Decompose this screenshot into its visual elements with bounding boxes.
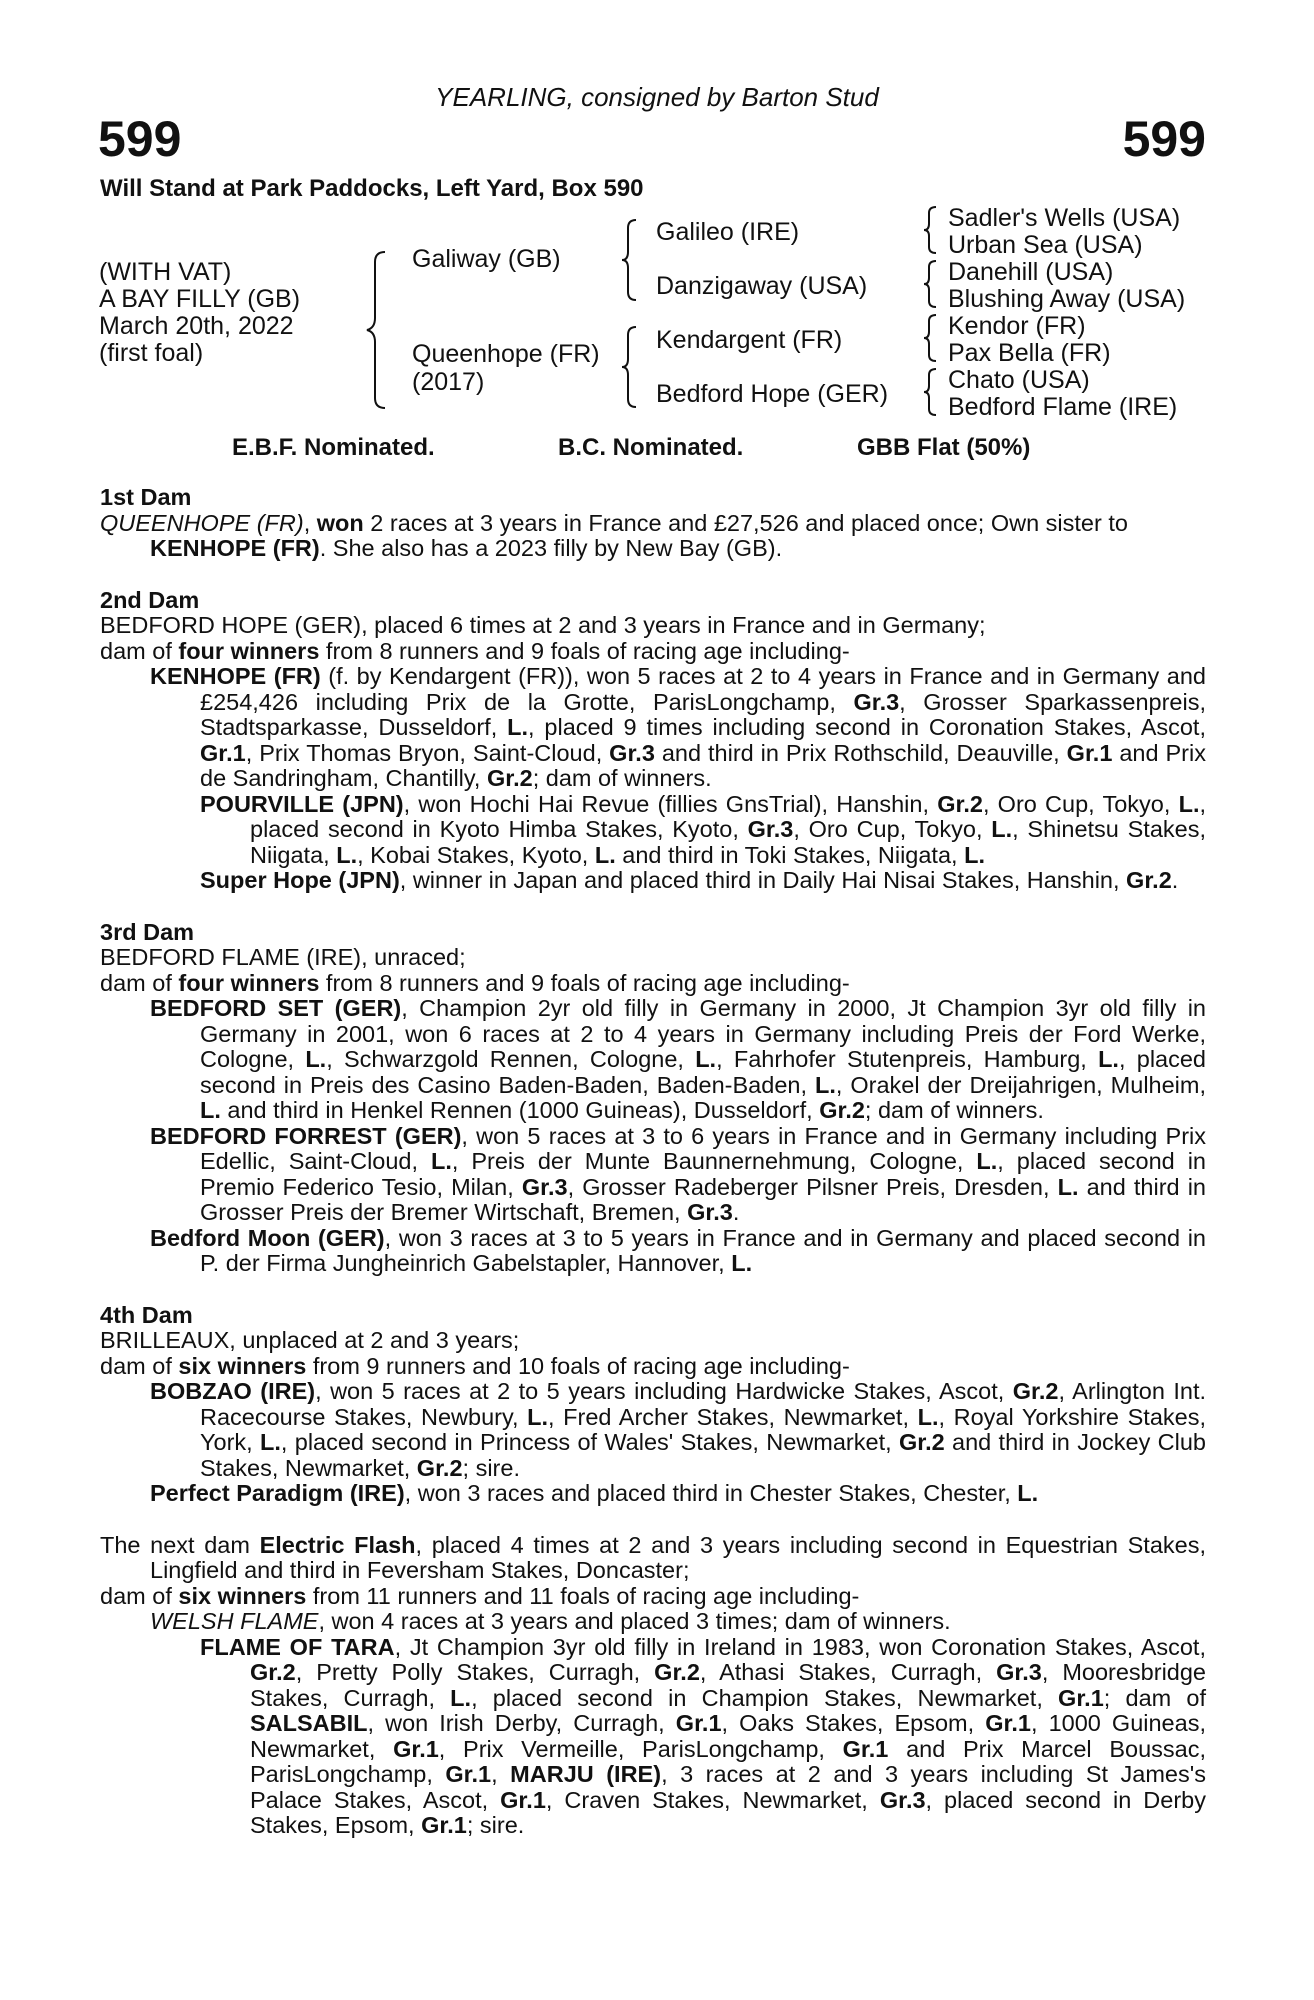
brace-sire (620, 218, 644, 302)
dam-sire: Kendargent (FR) (656, 326, 843, 354)
sire-dam-sire: Danehill (USA) (948, 258, 1114, 286)
lot-number-left: 599 (98, 111, 182, 167)
brace-ss (922, 205, 942, 255)
ebf-nomination: E.B.F. Nominated. (232, 434, 435, 461)
fourth-dam-produce: dam of six winners from 9 runners and 10 foals of racing age including- (100, 1352, 850, 1379)
horse-name: Perfect Paradigm (IRE) (150, 1480, 405, 1506)
sire-dam: Danzigaway (USA) (656, 272, 868, 300)
brace-dd (922, 367, 942, 417)
progeny-kenhope: KENHOPE (FR) (f. by Kendargent (FR)), won 5 races at 2 to 4 years in France and in Germany and £254,426 including Prix de la Grotte, ParisLongchamp, Gr.3, Grosser Sparkassenpreis, Stadtsparkasse, Dusseldorf, L., placed 9 times including second in Coronation Stakes, Ascot, Gr.1, Prix Thomas Bryon, Saint-Cloud, Gr.3 and third in Prix Rothschild, Deauville, Gr.1 and Prix de Sandringham, Chantilly, Gr.2; dam of winners. (150, 663, 1207, 791)
next-dam-line: The next dam Electric Flash, placed 4 times at 2 and 3 years including second in Equestrian Stakes, Lingfield and third in Feversham Stakes, Doncaster; (100, 1531, 1206, 1583)
sire: Galiway (GB) (412, 245, 561, 273)
first-dam-section (100, 485, 1206, 562)
gbb-flat: GBB Flat (50%) (857, 434, 1031, 461)
horse-name: MARJU (IRE) (510, 1761, 662, 1787)
progeny-pourville: POURVILLE (JPN), won Hochi Hai Revue (fillies GnsTrial), Hanshin, Gr.2, Oro Cup, Tokyo, L., placed second in Kyoto Himba Stakes, Kyoto, Gr.3, Oro Cup, Tokyo, L., Shinetsu Stakes, Niigata, L., Kobai Stakes, Kyoto, L. and third in Toki Stakes, Niigata, L. (200, 790, 1207, 868)
next-dam-name: Electric Flash (259, 1531, 416, 1558)
second-dam-produce: dam of four winners from 8 runners and 9 foals of racing age including- (100, 637, 850, 664)
sire-sire-sire: Sadler's Wells (USA) (948, 204, 1181, 232)
progeny-super-hope: Super Hope (JPN), winner in Japan and placed third in Daily Hai Nisai Stakes, Hanshin, Gr.2. (200, 867, 1179, 893)
vat-note: (WITH VAT) (99, 258, 232, 286)
next-dam-produce: dam of six winners from 11 runners and 11 foals of racing age including- (100, 1582, 860, 1609)
dam-sire-dam: Pax Bella (FR) (948, 339, 1111, 367)
horse-name: Super Hope (JPN) (200, 867, 400, 893)
horse-name: KENHOPE (FR) (150, 663, 321, 689)
next-dam-section (100, 1533, 1206, 1839)
brace-ds (922, 313, 942, 363)
stand-location: Will Stand at Park Paddocks, Left Yard, Box 590 (100, 175, 644, 202)
dam-dam-sire: Chato (USA) (948, 366, 1090, 394)
brace-sd (922, 259, 942, 309)
first-dam-record: QUEENHOPE (FR), won 2 races at 3 years in France and £27,526 and placed once; Own sister to KENHOPE (FR). She also has a 2023 filly by New Bay (GB). (100, 509, 1128, 561)
horse-name: BOBZAO (IRE) (150, 1378, 316, 1404)
third-dam-produce: dam of four winners from 8 runners and 9 foals of racing age including- (100, 969, 850, 996)
third-dam-line: BEDFORD FLAME (IRE), unraced; (100, 944, 466, 970)
first-dam-heading: 1st Dam (100, 484, 192, 510)
horse-name: FLAME OF TARA (200, 1633, 395, 1660)
bc-nomination: B.C. Nominated. (558, 434, 744, 461)
dam: Queenhope (FR) (412, 340, 600, 368)
progeny-bedford-moon: Bedford Moon (GER), won 3 races at 3 to 5 years in France and in Germany and placed second in P. der Firma Jungheinrich Gabelstapler, Hannover, L. (150, 1224, 1206, 1276)
foal-note: (first foal) (99, 339, 204, 367)
dam-year: (2017) (412, 368, 485, 396)
catalogue-body (100, 485, 1206, 1839)
dam-dam-dam: Bedford Flame (IRE) (948, 393, 1178, 421)
horse-name: BEDFORD FORREST (GER) (150, 1122, 462, 1149)
horse-name: BEDFORD SET (GER) (150, 995, 402, 1021)
date-of-birth: March 20th, 2022 (99, 312, 294, 340)
lot-number-right: 599 (1122, 111, 1206, 167)
sire-sire: Galileo (IRE) (656, 218, 800, 246)
sire-dam-dam: Blushing Away (USA) (948, 285, 1186, 313)
third-dam-heading: 3rd Dam (100, 918, 195, 945)
own-sister-name: KENHOPE (FR) (150, 535, 320, 561)
progeny-welsh-flame: WELSH FLAME, won 4 races at 3 years and placed 3 times; dam of winners. (150, 1608, 951, 1634)
second-dam-heading: 2nd Dam (100, 586, 200, 613)
progeny-bedford-set: BEDFORD SET (GER), Champion 2yr old filly in Germany in 2000, Jt Champion 3yr old filly in Germany in 2001, won 6 races at 2 to 4 years in Germany including Preis der Ford Werke, Cologne, L., Schwarzgold Rennen, Cologne, L., Fahrhofer Stutenpreis, Hamburg, L., placed second in Preis des Casino Baden-Baden, Baden-Baden, L., Orakel der Dreijahrigen, Mulheim, L. and third in Henkel Rennen (1000 Guineas), Dusseldorf, Gr.2; dam of winners. (150, 995, 1207, 1123)
horse-name: WELSH FLAME (150, 1608, 319, 1634)
first-dam-name: QUEENHOPE (FR) (100, 509, 304, 536)
progeny-bedford-forrest: BEDFORD FORREST (GER), won 5 races at 3 to 6 years in France and in Germany including Prix Edellic, Saint-Cloud, L., Preis der Munte Baunnernehmung, Cologne, L., placed second in Premio Federico Tesio, Milan, Gr.3, Grosser Radeberger Pilsner Preis, Dresden, L. and third in Grosser Preis der Bremer Wirtschaft, Bremen, Gr.3. (150, 1122, 1206, 1225)
progeny-flame-of-tara: FLAME OF TARA, Jt Champion 3yr old filly in Ireland in 1983, won Coronation Stakes, Ascot, Gr.2, Pretty Polly Stakes, Curragh, Gr.2, Athasi Stakes, Curragh, Gr.3, Mooresbridge Stakes, Curragh, L., placed second in Champion Stakes, Newmarket, Gr.1; dam of SALSABIL, won Irish Derby, Curragh, Gr.1, Oaks Stakes, Epsom, Gr.1, 1000 Guineas, Newmarket, Gr.1, Prix Vermeille, ParisLongchamp, Gr.1 and Prix Marcel Boussac, ParisLongchamp, Gr.1, MARJU (IRE), 3 races at 2 and 3 years including St James's Palace Stakes, Ascot, Gr.1, Craven Stakes, Newmarket, Gr.3, placed second in Derby Stakes, Epsom, Gr.1; sire. (200, 1633, 1206, 1838)
lot-name: A BAY FILLY (GB) (99, 285, 301, 313)
brace-dam (620, 325, 644, 409)
third-dam-section (100, 920, 1206, 1277)
progeny-perfect-paradigm: Perfect Paradigm (IRE), won 3 races and placed third in Chester Stakes, Chester, L. (150, 1480, 1039, 1506)
brace-gen1 (365, 250, 395, 410)
second-dam-line: BEDFORD HOPE (GER), placed 6 times at 2 and 3 years in France and in Germany; (100, 612, 986, 638)
horse-name: POURVILLE (JPN) (200, 790, 404, 817)
fourth-dam-line: BRILLEAUX, unplaced at 2 and 3 years; (100, 1327, 520, 1353)
progeny-bobzao: BOBZAO (IRE), won 5 races at 2 to 5 years including Hardwicke Stakes, Ascot, Gr.2, Arlington Int. Racecourse Stakes, Newbury, L., Fred Archer Stakes, Newmarket, L., Royal Yorkshire Stakes, York, L., placed second in Princess of Wales' Stakes, Newmarket, Gr.2 and third in Jockey Club Stakes, Newmarket, Gr.2; sire. (150, 1378, 1207, 1481)
sire-sire-dam: Urban Sea (USA) (948, 231, 1143, 259)
dam-dam: Bedford Hope (GER) (656, 380, 889, 408)
second-dam-section (100, 588, 1206, 894)
horse-name: Bedford Moon (GER) (150, 1224, 385, 1251)
first-dam-won: won (316, 509, 364, 536)
fourth-dam-section (100, 1303, 1206, 1507)
fourth-dam-heading: 4th Dam (100, 1301, 193, 1328)
consignor-line: YEARLING, consigned by Barton Stud (435, 82, 879, 112)
dam-sire-sire: Kendor (FR) (948, 312, 1086, 340)
horse-name: SALSABIL (250, 1710, 368, 1736)
